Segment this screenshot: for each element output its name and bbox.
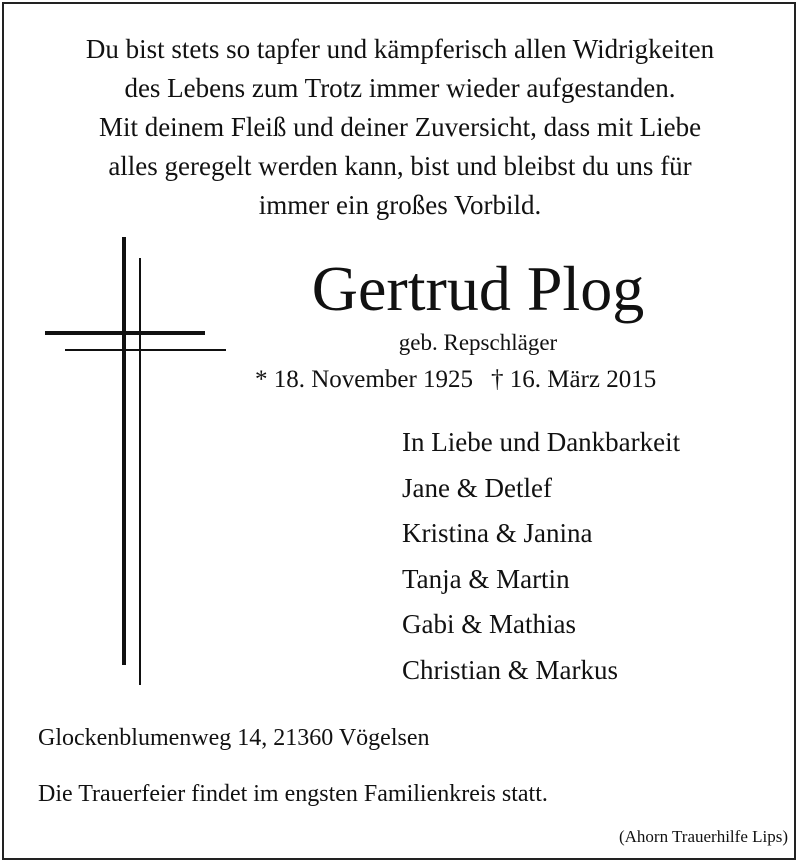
mourner-entry: Tanja & Martin bbox=[402, 563, 570, 594]
mourners-list bbox=[402, 420, 680, 694]
mourner-entry: Kristina & Janina bbox=[402, 518, 593, 549]
cross-horizontal-shadow bbox=[65, 349, 226, 351]
memorial-verse bbox=[0, 30, 800, 225]
cross-horizontal-bar bbox=[45, 331, 205, 335]
deceased-name: Gertrud Plog bbox=[311, 253, 645, 324]
address: Glockenblumenweg 14, 21360 Vögelsen bbox=[38, 725, 430, 751]
cross-vertical-shadow bbox=[139, 258, 141, 685]
verse-line: des Lebens zum Trotz immer wieder aufgestanden. bbox=[124, 73, 676, 103]
birth-name: geb. Repschläger bbox=[398, 330, 558, 355]
mourner-entry: Jane & Detlef bbox=[402, 472, 552, 503]
cross-vertical-bar bbox=[122, 237, 126, 665]
verse-line: Du bist stets so tapfer und kämpferisch allen Widrigkeiten bbox=[85, 34, 715, 64]
mourner-entry: Christian & Markus bbox=[402, 654, 618, 685]
undertaker-credit: (Ahorn Trauerhilfe Lips) bbox=[618, 827, 788, 846]
birth-date: * 18. November 1925 bbox=[255, 366, 474, 393]
funeral-note: Die Trauerfeier findet im engsten Familienkreis statt. bbox=[38, 781, 548, 807]
mourners-intro: In Liebe und Dankbarkeit bbox=[402, 427, 681, 457]
life-dates bbox=[255, 363, 705, 397]
verse-line: Mit deinem Fleiß und deiner Zuversicht, dass mit Liebe bbox=[98, 112, 702, 142]
mourner-entry: Gabi & Mathias bbox=[402, 609, 576, 640]
verse-line: alles geregelt werden kann, bist und bleibst du uns für bbox=[108, 151, 692, 181]
death-date: † 16. März 2015 bbox=[491, 366, 657, 393]
verse-line: immer ein großes Vorbild. bbox=[258, 190, 542, 220]
